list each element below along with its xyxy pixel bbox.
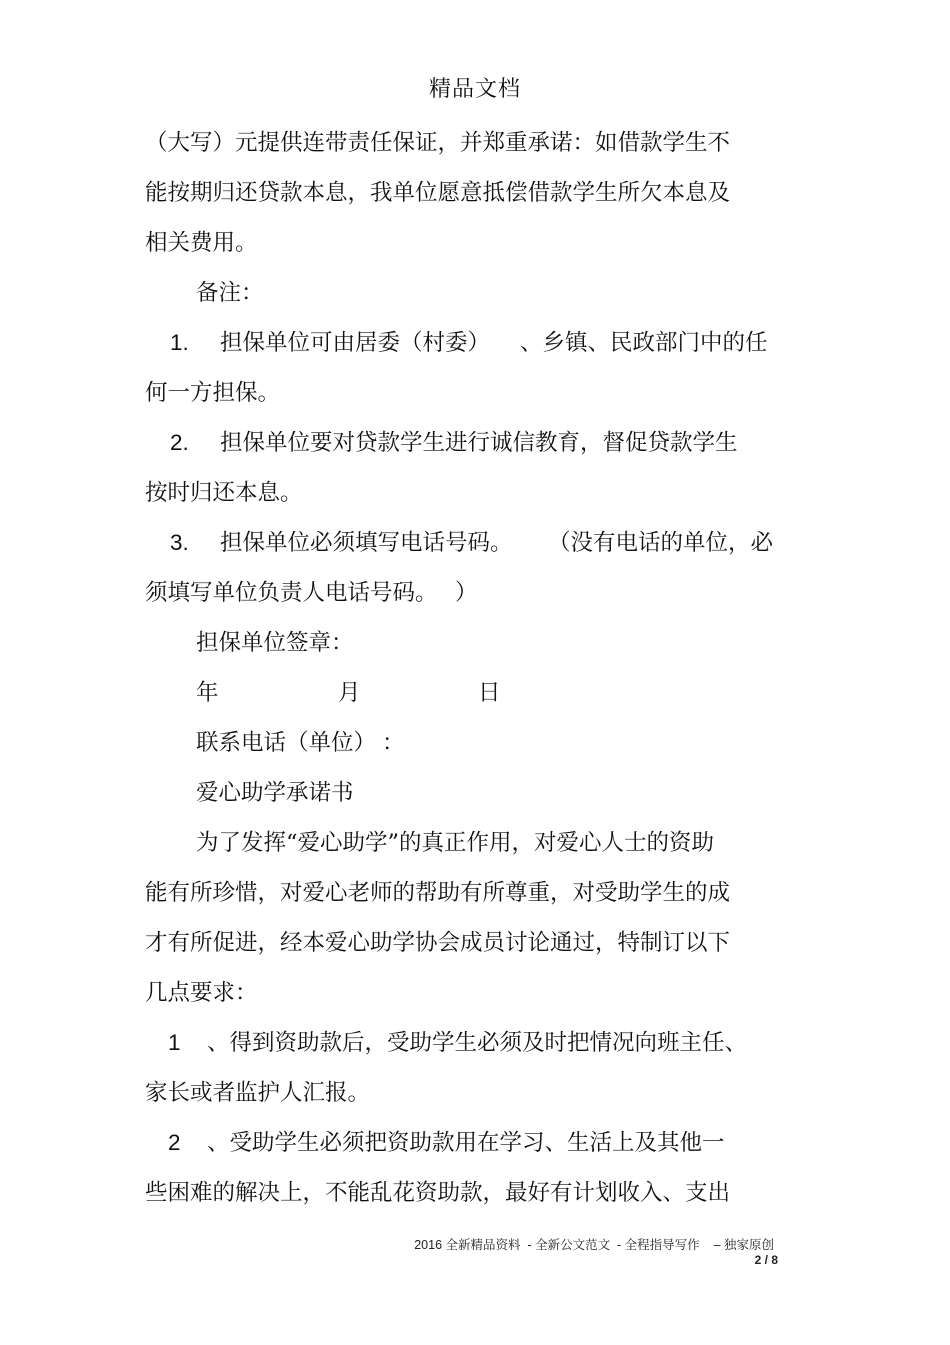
section-title: 爱心助学承诺书 — [196, 780, 354, 806]
list-item-text: 、受助学生必须把资助款用在学习、生活上及其他一 — [207, 1130, 725, 1156]
list-item-continuation: 须填写单位负责人电话号码。 — [145, 580, 438, 606]
footer-text: 2016 全新精品资料 - 全新公文范文 - 全程指导写作 – 独家原创 — [414, 1238, 774, 1252]
paragraph-line: 能有所珍惜，对爱心老师的帮助有所尊重，对受助学生的成 — [145, 880, 731, 906]
paragraph-line: 才有所促进，经本爱心助学协会成员讨论通过，特制订以下 — [145, 930, 731, 956]
list-item-text: （没有电话的单位，必 — [548, 530, 774, 556]
list-item-text: 、得到资助款后，受助学生必须及时把情况向班主任、 — [207, 1030, 748, 1056]
list-item-continuation: 按时归还本息。 — [145, 480, 303, 506]
signature-label: 担保单位签章： — [196, 630, 354, 656]
list-number: 1. — [170, 330, 189, 355]
paragraph-line: 相关费用。 — [145, 230, 258, 256]
list-item-continuation: ） — [455, 580, 478, 606]
list-item-continuation: 何一方担保。 — [145, 380, 281, 406]
list-item-continuation: 些困难的解决上，不能乱花资助款，最好有计划收入、支出 — [145, 1180, 731, 1206]
paragraph-line: 几点要求： — [145, 980, 258, 1006]
page-number: 2 / 8 — [754, 1253, 778, 1267]
list-number: 3. — [170, 530, 189, 555]
document-header-title: 精品文档 — [428, 77, 521, 102]
list-number: 2 — [168, 1130, 181, 1155]
phone-label: 联系电话（单位） — [196, 730, 377, 756]
list-item-text: 担保单位可由居委（村委） — [220, 330, 491, 356]
phone-colon: ： — [382, 730, 405, 756]
paragraph-line: （大写）元提供连带责任保证，并郑重承诺：如借款学生不 — [145, 130, 731, 156]
date-day-label: 日 — [478, 680, 501, 706]
paragraph-line: 能按期归还贷款本息，我单位愿意抵偿借款学生所欠本息及 — [145, 180, 731, 206]
list-number: 1 — [168, 1030, 181, 1055]
date-month-label: 月 — [338, 680, 361, 706]
list-item-continuation: 家长或者监护人汇报。 — [145, 1080, 371, 1106]
list-item-text: 、乡镇、民政部门中的任 — [520, 330, 768, 356]
list-item-text: 担保单位必须填写电话号码。 — [220, 530, 513, 556]
list-item-text: 担保单位要对贷款学生进行诚信教育，督促贷款学生 — [220, 430, 738, 456]
list-number: 2. — [170, 430, 189, 455]
notes-label: 备注： — [196, 280, 264, 306]
date-year-label: 年 — [196, 680, 219, 706]
paragraph-line: 为了发挥“爱心助学”的真正作用，对爱心人士的资助 — [196, 830, 715, 856]
